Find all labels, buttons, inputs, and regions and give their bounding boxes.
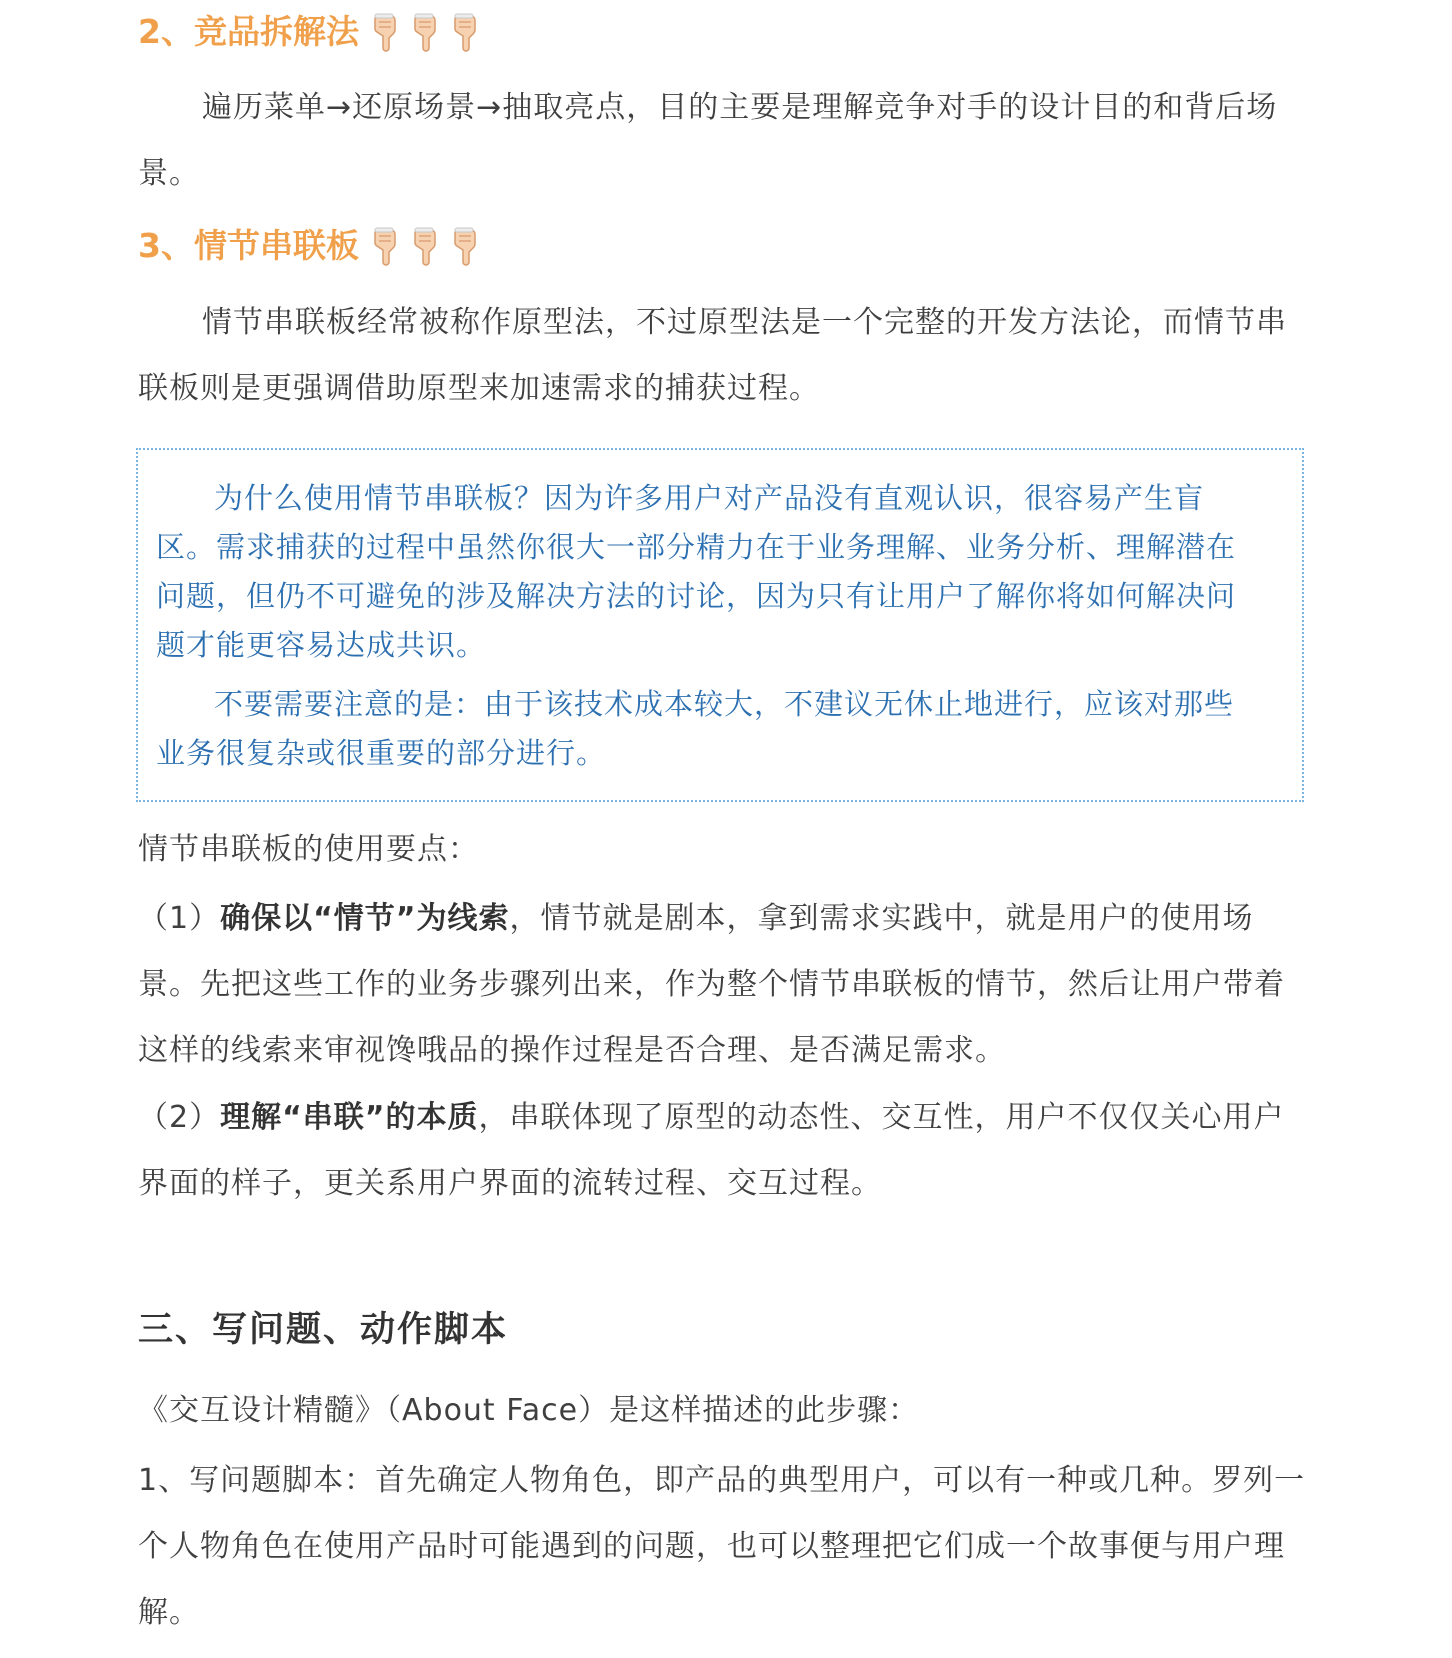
point-1-prefix: （1） (138, 901, 221, 936)
pointing-down-icon (449, 226, 485, 266)
point-2-rest: ，串联体现了原型的动态性、交互性，用户不仅仅关心用户界面的样子，更关系用户界面的流转过程、交互过程。 (138, 1100, 1285, 1201)
pointing-icons-3 (369, 226, 485, 266)
section-heading-3-text: 3、情节串联板 (138, 226, 359, 265)
callout-box (136, 448, 1304, 802)
section-2-body: 遍历菜单→还原场景→抽取亮点，目的主要是理解竞争对手的设计目的和背后场景。 (138, 90, 1278, 191)
point-2-prefix: （2） (138, 1100, 221, 1135)
point-1-bold: 确保以“情节”为线索 (220, 901, 510, 936)
pointing-down-icon (409, 12, 445, 52)
pointing-icons-2 (369, 12, 485, 52)
points-intro: 情节串联板的使用要点： (138, 832, 479, 867)
point-1-rest: ，情节就是剧本，拿到需求实践中，就是用户的使用场景。先把这些工作的业务步骤列出来，作为整个情节串联板的情节，然后让用户带着这样的线索来审视馋哦品的操作过程是否合理、是否满足需求。 (138, 901, 1285, 1068)
pointing-down-icon (369, 12, 405, 52)
pointing-down-icon (409, 226, 445, 266)
section-heading-2-text: 2、竞品拆解法 (138, 12, 359, 51)
point-1 (138, 886, 1314, 1084)
section-heading-3 (138, 226, 1314, 266)
chapter-intro: 《交互设计精髓》（About Face）是这样描述的此步骤： (138, 1393, 920, 1428)
pointing-down-icon (369, 226, 405, 266)
callout-paragraph-1: 为什么使用情节串联板？因为许多用户对产品没有直观认识，很容易产生盲区。需求捕获的过程中虽然你很大一部分精力在于业务理解、业务分析、理解潜在问题，但仍不可避免的涉及解决方法的讨论，因为只有让用户了解你将如何解决问题才能更容易达成共识。 (156, 481, 1237, 662)
pointing-down-icon (449, 12, 485, 52)
chapter-heading: 三、写问题、动作脚本 (138, 1310, 509, 1350)
callout-paragraph-2: 不要需要注意的是：由于该技术成本较大，不建议无休止地进行，应该对那些业务很复杂或很重要的部分进行。 (156, 687, 1235, 770)
section-heading-2 (138, 12, 1314, 52)
section-3-body: 情节串联板经常被称作原型法，不过原型法是一个完整的开发方法论，而情节串联板则是更强调借助原型来加速需求的捕获过程。 (138, 305, 1287, 406)
point-2 (138, 1085, 1314, 1217)
point-2-bold: 理解“串联”的本质 (220, 1100, 479, 1135)
chapter-item-1: 1、写问题脚本：首先确定人物角色，即产品的典型用户，可以有一种或几种。罗列一个人物角色在使用产品时可能遇到的问题，也可以整理把它们成一个故事便与用户理解。 (138, 1463, 1306, 1630)
